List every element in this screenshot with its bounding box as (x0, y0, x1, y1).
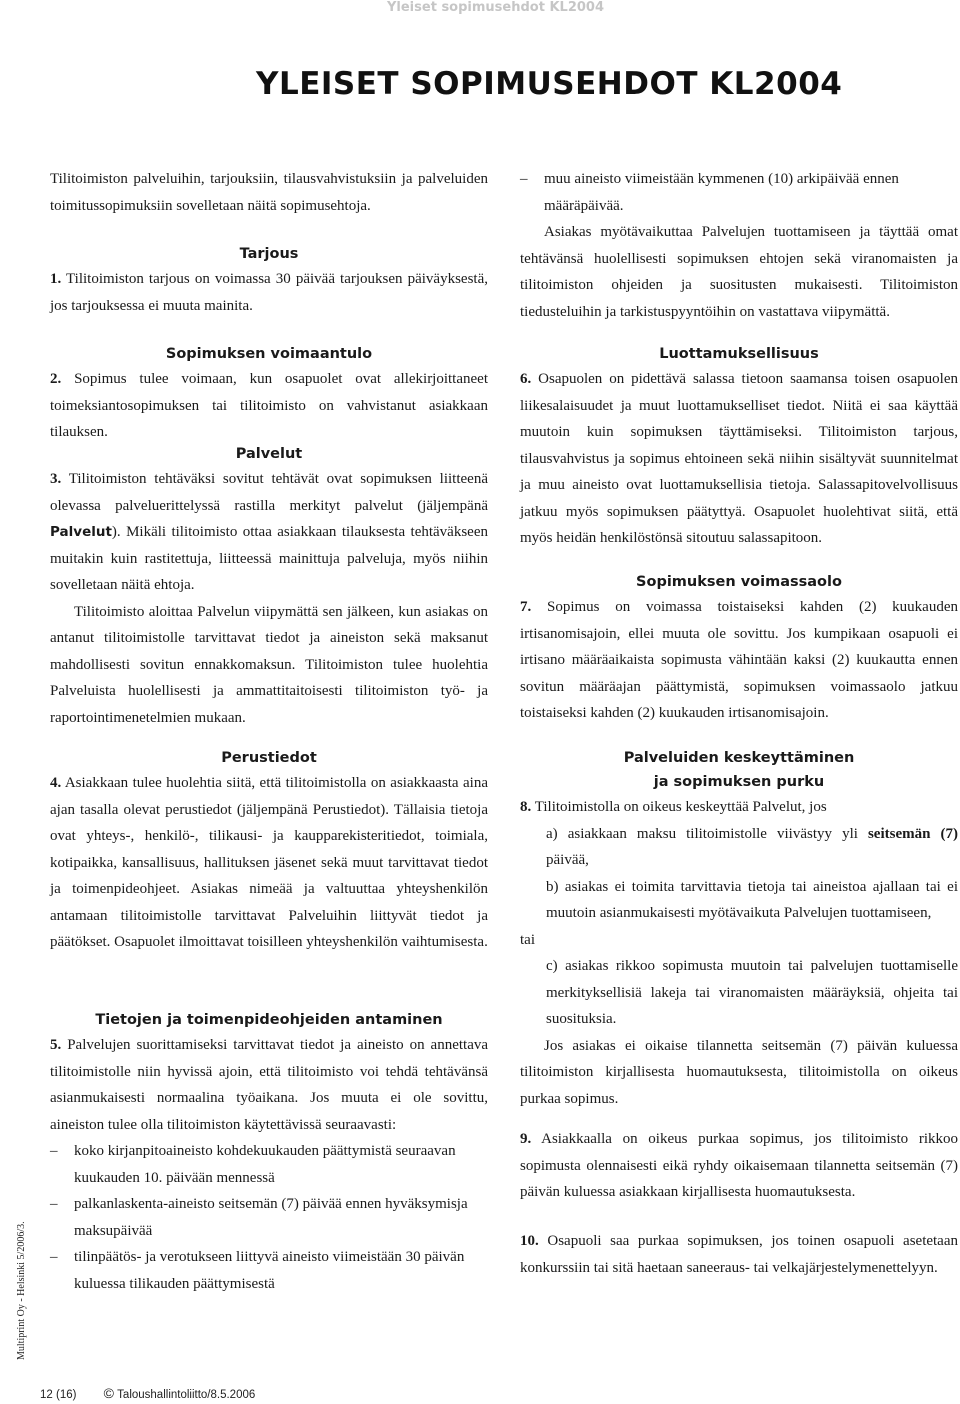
condition-text: a) asiakkaan maksu tilitoimistolle viivästyy yli (546, 825, 868, 842)
dash-bullet: – (50, 1196, 58, 1212)
section-palvelut (50, 442, 488, 731)
list-item-text: tilinpäätös- ja verotukseen liittyvä aineisto viimeistään 30 päivän kuluessa tilikauden päättymisestä (74, 1249, 465, 1292)
printer-side-note: Multiprint Oy - Helsinki 5/2006/3. (16, 1221, 27, 1360)
section-body (520, 594, 958, 727)
section-text: ). Mikäli tilitoimisto ottaa asiakkaan tilauksesta tehtäväkseen muitakin kuin rastitettuja, liitteessä mainittuja palveluja, myös niihin sovelletaan näitä ehtoja. (50, 524, 488, 593)
section-text: Asiakkaan tulee huolehtia siitä, että tilitoimistolla on asiakkaasta aina ajan tasalla olevat perustiedot (jäljempänä Perustiedot). Tällaisia tietoja ovat yhteys-, henkilö-, tilikausi- ja kaupparekisteritiedot, toimiala, kotipaikka, kansallisuus, hallituksen jäsenet sekä muut tarvittavat tiedot ja toimenpideohjeet. Asiakas nimeää ja valtuuttaa yhteyshenkilön antamaan tilitoimistolle tarvittavat Palveluihin liittyvät tiedot ja päätökset. Osapuolet ilmoittavat toisilleen yhteyshenkilön vaihtumisesta. (50, 775, 488, 950)
section-10 (520, 1228, 958, 1281)
section-heading: Palveluiden keskeyttäminen (623, 750, 855, 766)
section-body (50, 266, 488, 319)
section-body (520, 1126, 958, 1206)
condition-b: b) asiakas ei toimita tarvittavia tietoja tai aineistoa ajallaan tai ei muutoin asianmukaisesti myötävaikuta Palvelujen tuottamiseen, (546, 878, 958, 921)
copyright-icon: © (103, 1385, 114, 1401)
running-header: Yleiset sopimusehdot KL2004 (387, 0, 604, 15)
section-heading: Sopimuksen voimaantulo (165, 346, 373, 362)
section-tarjous (50, 242, 488, 319)
section-number: 8. (520, 799, 532, 815)
intro-text: Tilitoimiston palveluihin, tarjouksiin, tilausvahvistuksiin ja palveluiden toimitussopimuksiin sovelletaan näitä sopimusehtoja. (50, 171, 488, 214)
section-heading: Perustiedot (221, 750, 317, 766)
list-item (50, 1191, 488, 1244)
section-9 (520, 1126, 958, 1206)
section-body-2: Jos asiakas ei oikaise tilannetta seitsemän (7) päivän kuluessa tilitoimiston kirjallisesta huomautuksesta, tilitoimistolla on oikeus purkaa sopimus. (520, 1037, 958, 1107)
intro-paragraph (50, 166, 488, 219)
section-text: Tilitoimiston tarjous on voimassa 30 päivää tarjouksen päiväyksestä, jos tarjouksessa ei muuta mainita. (50, 271, 488, 314)
condition-text: päivää, (546, 852, 589, 868)
page-footer (40, 1385, 255, 1401)
list-item-text: koko kirjanpitoaineisto kohdekuukauden päättymistä seuraavan kuukauden 10. päivään mennessä (74, 1143, 456, 1186)
section-number: 1. (50, 271, 62, 287)
section-keskeyttaminen-purku (520, 746, 958, 1112)
footer-source: Taloushallintoliitto/8.5.2006 (117, 1389, 256, 1401)
section-number: 5. (50, 1037, 62, 1053)
page-title: YLEISET SOPIMUSEHDOT KL2004 (256, 66, 843, 102)
dash-bullet: – (50, 1249, 58, 1265)
section-heading: Luottamuksellisuus (659, 346, 819, 362)
section-text: Osapuoli saa purkaa sopimuksen, jos toinen osapuoli asetetaan konkurssiin tai sitä haetaan saneeraus- tai velkajärjestelymenettelyyn. (520, 1233, 958, 1276)
section-text: Sopimus tulee voimaan, kun osapuolet ovat allekirjoittaneet toimeksiantosopimuksen tai tilitoimisto on vahvistanut asiakkaan tilauksen. (50, 371, 488, 440)
section-luottamuksellisuus (520, 342, 958, 552)
section-heading: Tietojen ja toimenpideohjeiden antaminen (95, 1012, 443, 1028)
section-number: 9. (520, 1131, 532, 1147)
list-item (50, 1138, 488, 1191)
section-number: 2. (50, 371, 62, 387)
section-heading: Sopimuksen voimassaolo (636, 574, 842, 590)
section-text: Osapuolen on pidettävä salassa tietoon saamansa toisen osapuolen liikesalaisuudet ja muut luottamukselliset tiedot. Niitä ei saa käyttää muutoin kuin sopimuksen täyttämiseksi. Tilitoimiston tarjous, tilausvahvistus ja sopimus ehtoineen sekä niihin sisältyvät suunnitelmat ja muu aineisto ovat luottamuksellisia tietoja. Salassapitovelvollisuus jatkuu myös sopimuksen päätyttyä. Osapuolet huolehtivat siitä, että myös heidän henkilöstönsä sitoutuu salassapitoon. (520, 371, 958, 546)
conjunction: tai (520, 931, 535, 948)
list-item (520, 166, 958, 219)
list-item (50, 1244, 488, 1297)
section-tietojen-antaminen (50, 1008, 488, 1297)
section-number: 4. (50, 775, 62, 791)
section-number: 3. (50, 471, 62, 487)
section-text: Tilitoimistolla on oikeus keskeyttää Palvelut, jos (534, 799, 827, 815)
section-text: Sopimus on voimassa toistaiseksi kahden (2) kuukauden irtisanomisajoin, ellei muuta ole sovittu. Jos kumpikaan osapuoli ei irtisano määräaikaista sopimusta vähintään kaksi (2) kuukautta ennen sovitun määräajan päättymistä, sopimuksen voimassaolo jatkuu toistaiseksi kahden (2) kuukauden irtisanomisajoin. (520, 599, 958, 721)
condition-c: c) asiakas rikkoo sopimusta muutoin tai palvelujen tuottamiselle merkityksellisiä lakeja tai viranomaisten määräyksiä, ohjeita tai suosituksia. (546, 958, 958, 1027)
condition-a (520, 821, 958, 874)
dash-bullet: – (520, 171, 528, 187)
list-item-text: muu aineisto viimeistään kymmenen (10) arkipäivää ennen määräpäivää. (544, 171, 899, 214)
section-text: Asiakkaalla on oikeus purkaa sopimus, jos tilitoimisto rikkoo sopimusta olennaisesti eikä ryhdy oikaisemaan tilannetta seitsemän (7) päivän kuluessa asiakkaan kirjallisesta huomautuksesta. (520, 1131, 958, 1200)
section-body (50, 1032, 488, 1138)
section-number: 10. (520, 1233, 539, 1249)
section-perustiedot (50, 746, 488, 956)
section-heading: Tarjous (239, 246, 299, 262)
section-body-2: Tilitoimisto aloittaa Palvelun viipymättä sen jälkeen, kun asiakas on antanut tilitoimistolle tarvittavat tiedot ja aineiston sekä maksanut mahdollisesti sovitun ennakkomaksun. Tilitoimiston tulee huolehtia Palveluista huolellisesti ja ammattitaitoisesti tilitoimiston työ- ja raportointimenetelmien mukaan. (50, 603, 488, 726)
section-body (50, 770, 488, 956)
section-heading-line-2: ja sopimuksen purku (653, 774, 825, 790)
section-body-2: Asiakas myötävaikuttaa Palvelujen tuottamiseen ja täyttää omat tehtävänsä huolellisesti sopimuksen ehtojen sekä viranomaisten ja tilitoimiston ohjeiden ja suositusten mukaisesti. Tilitoimiston tiedusteluihin ja tarkistuspyyntöihin on vastattava viipymättä. (520, 224, 958, 320)
defined-term: Palvelut (50, 524, 112, 540)
section-text: Tilitoimiston tehtäväksi sovitut tehtävät ovat sopimuksen liitteenä olevassa palveluerittelyssä rastilla merkityt palvelut (jäljempänä (50, 471, 488, 514)
section-tietojen-antaminen-continued (520, 166, 958, 325)
section-sopimuksen-voimaantulo (50, 342, 488, 446)
section-heading: Palvelut (235, 446, 303, 462)
section-body (520, 794, 958, 821)
section-sopimuksen-voimassaolo (520, 570, 958, 727)
section-body (50, 366, 488, 446)
section-number: 7. (520, 599, 532, 615)
section-body (520, 366, 958, 552)
section-body (50, 466, 488, 599)
section-number: 6. (520, 371, 532, 387)
page-number: 12 (16) (40, 1389, 77, 1401)
section-text: Palvelujen suorittamiseksi tarvittavat tiedot ja aineisto on annettava tilitoimistolle niin hyvissä ajoin, että tilitoimisto voi tehdä tehtävänsä asianmukaisesti normaalina työaikana. Jos muuta ei ole sovittu, aineiston tulee olla tilitoimiston käytettävissä seuraavasti: (50, 1037, 489, 1133)
emphasis: seitsemän (7) (867, 825, 959, 842)
dash-bullet: – (50, 1143, 58, 1159)
list-item-text: palkanlaskenta-aineisto seitsemän (7) päivää ennen hyväksymisja maksupäivää (74, 1196, 468, 1239)
section-body (520, 1228, 958, 1281)
